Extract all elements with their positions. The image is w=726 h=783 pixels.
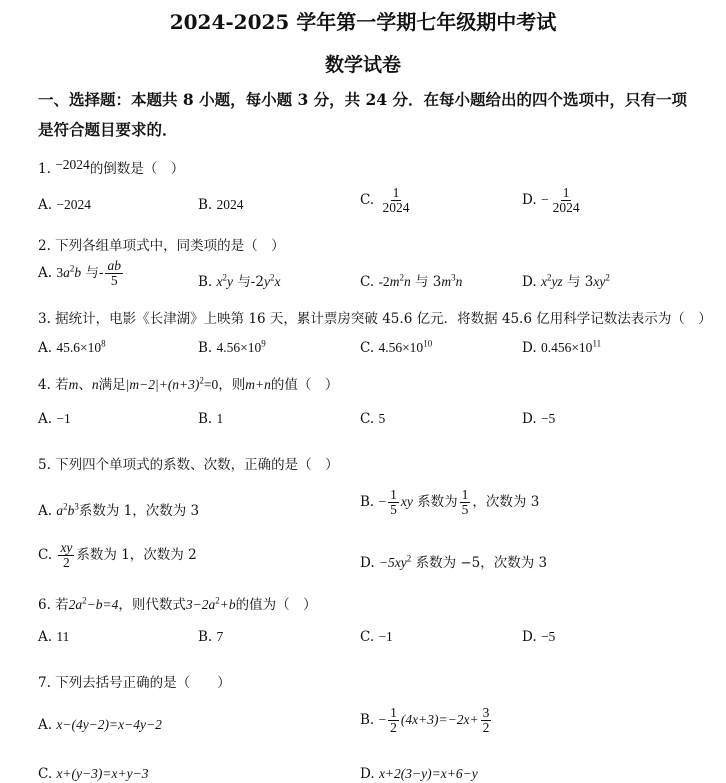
- q4-option-a[interactable]: A. −1: [38, 411, 71, 427]
- q6-option-a[interactable]: A. 11: [38, 629, 70, 645]
- q3-option-d[interactable]: D. $0.456\times 10^{11}$: [522, 338, 602, 356]
- question-7-stem: 7. 下列去括号正确的是（ ）: [38, 675, 231, 691]
- q6-option-c[interactable]: C. −1: [360, 629, 393, 645]
- question-4-stem: 4. 若m、n满足$|m-2|+(n+3)^2=0$，则m+n的值（ ）: [38, 375, 339, 393]
- section-heading-line1: 一、选择题：本题共 8 小题，每小题 3 分，共 24 分．在每小题给出的四个选项中，只有一项: [38, 90, 688, 109]
- q1-option-c[interactable]: C. $\frac{1}{2024}$: [360, 185, 410, 216]
- exam-title: 2024-2025 学年第一学期七年级期中考试: [169, 10, 557, 34]
- question-2-stem: 2. 下列各组单项式中，同类项的是（ ）: [38, 238, 285, 254]
- q4-option-b[interactable]: B. 1: [198, 411, 224, 427]
- q1-c-fraction: $\frac{1}{2024}$: [382, 185, 410, 216]
- question-3-stem: 3. 据统计，电影《长津湖》上映第 16 天，累计票房突破 45.6 亿元．将数据 45.6 亿用科学记数法表示为（ ）: [38, 311, 712, 327]
- q5-option-d[interactable]: D. $-5xy^2$ 系数为 −5，次数为 3: [360, 553, 548, 571]
- q5-option-a[interactable]: A. $a^2b^3$系数为 1，次数为 3: [38, 501, 200, 519]
- q1-d-fraction: $\frac{1}{2024}$: [552, 185, 580, 216]
- q1-option-b[interactable]: B. 2024: [198, 197, 244, 213]
- q6-option-d[interactable]: D. −5: [522, 629, 556, 645]
- q5-option-b[interactable]: B. − $\frac{1}{5}$ xy 系数为 $\frac{1}{5}$ ，次数为 3: [360, 487, 540, 518]
- q3-option-c[interactable]: C. $4.56\times 10^{10}$: [360, 338, 433, 356]
- section-heading-line2: 是符合题目要求的．: [38, 120, 178, 139]
- q3-option-b[interactable]: B. $4.56\times 10^9$: [198, 338, 266, 356]
- q2-option-b[interactable]: B. $x^2y$ 与$-2y^2x$: [198, 272, 281, 290]
- q4-option-c[interactable]: C. 5: [360, 411, 386, 427]
- q4-condition: |m−2|+(n+3): [125, 377, 200, 392]
- q6-option-b[interactable]: B. 7: [198, 629, 224, 645]
- exam-subtitle: 数学试卷: [324, 54, 401, 76]
- q2-option-c[interactable]: C. $-2m^2n$ 与 $3m^3n$: [360, 272, 463, 290]
- question-1-stem: 1. −2024的倒数是（ ）: [38, 157, 185, 177]
- q1-expression: −2024: [55, 157, 90, 172]
- q3-option-a[interactable]: A. $45.6\times 10^8$: [38, 338, 106, 356]
- q7-option-c[interactable]: C. x+(y−3)=x+y−3: [38, 766, 149, 782]
- question-6-stem: 6. 若$2a^2-b=4$，则代数式$3-2a^2+b$的值为（ ）: [38, 595, 317, 613]
- question-5-stem: 5. 下列四个单项式的系数、次数，正确的是（ ）: [38, 457, 339, 473]
- q5-option-c[interactable]: C. $\frac{xy}{2}$ 系数为 1，次数为 2: [38, 540, 197, 571]
- q7-option-b[interactable]: B. − $\frac{1}{2}$ (4x+3)=−2x+ $\frac{3}{2}$: [360, 705, 490, 736]
- q1-option-d[interactable]: D. − $\frac{1}{2024}$: [522, 185, 580, 216]
- q7-option-a[interactable]: A. x−(4y−2)=x−4y−2: [38, 717, 162, 733]
- q2-option-a[interactable]: A. $3a^2b$ 与- $\frac{ab}{5}$: [38, 258, 121, 289]
- q7-option-d[interactable]: D. x+2(3−y)=x+6−y: [360, 766, 478, 782]
- q4-option-d[interactable]: D. −5: [522, 411, 556, 427]
- q2-option-d[interactable]: D. $x^2yz$ 与 $3xy^2$: [522, 272, 610, 290]
- q1-option-a[interactable]: A. −2024: [38, 197, 91, 213]
